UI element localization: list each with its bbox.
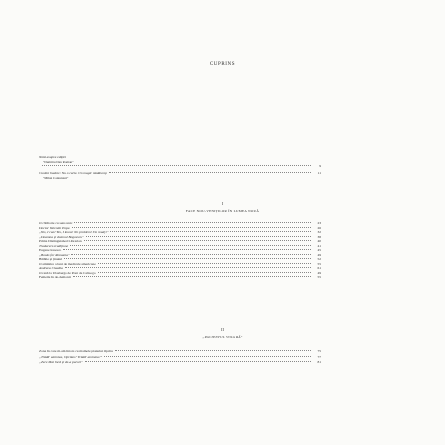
front-matter-block — [39, 156, 321, 180]
part-numeral: II — [221, 327, 224, 332]
toc-entry — [39, 263, 321, 267]
toc-entry-title: O amintire a luni de medicale americane — [39, 261, 96, 266]
toc-entry-title: Bătăile şi ţinutul — [39, 257, 63, 261]
toc-entry-page: 11 — [317, 171, 321, 176]
toc-entry-title: Traducere-tradiţiune — [39, 243, 69, 248]
toc-entry-title: Eugene Ionesco — [39, 248, 62, 252]
toc-entry-title: Notă asupra ediţiei — [39, 155, 67, 159]
part-heading: FACE NOU-VENIȚILOR ÎN LUMEA NOUĂ — [185, 209, 260, 213]
toc-entry-page: 49 — [317, 252, 321, 257]
toc-entry-page: 61 — [317, 266, 321, 270]
toc-entry-page: 55 — [317, 275, 321, 279]
toc-entry — [39, 361, 321, 365]
part-numeral: I — [221, 201, 224, 206]
toc-entry-page: 75 — [317, 349, 321, 353]
toc-entry — [39, 258, 321, 262]
toc-entry-page: 77 — [317, 354, 321, 359]
toc-entry-author: "Dumitru Dan Roman" — [43, 159, 74, 164]
toc-entry — [39, 272, 321, 276]
toc-entry-page: 55 — [317, 261, 321, 266]
page-title: CUPRINS — [209, 62, 236, 67]
toc-entry-page: 9 — [319, 163, 321, 168]
toc-entry-page: 32 — [317, 230, 321, 234]
toc-entry-page: 40 — [317, 239, 321, 243]
toc-entry — [39, 267, 321, 271]
toc-entry — [39, 165, 321, 169]
toc-entry-page: 49 — [317, 270, 321, 275]
toc-entry-title: „Yes, I can! Yes, I know! No problem! I'm ready!" — [39, 230, 109, 234]
part-heading: „PACIENTUL VOIA RĂ" — [202, 335, 243, 339]
toc-entry-title: „Books for Romania" — [39, 252, 70, 257]
toc-entry-page: 81 — [317, 360, 321, 364]
toc-entry-page: 26 — [317, 225, 321, 230]
toc-entry — [39, 276, 321, 280]
toc-entry-title: O rană la Ulasbergs de Pont de Calisogo — [39, 270, 96, 275]
toc-entry-title: „Doamna şi domnul Bogoescu" — [39, 234, 84, 239]
toc-entry-title: Zona în care m-am întors cu mamele pianului Opritu — [39, 349, 113, 353]
toc-entry — [39, 222, 321, 226]
toc-entry — [39, 172, 321, 176]
toc-entry — [39, 350, 321, 354]
toc-entry-title: Doctor Valentin Popa — [39, 225, 70, 230]
toc-entry — [39, 231, 321, 235]
toc-entry-title: „Trădă' amintea, Opritan? Trădă' amintea?" — [39, 354, 103, 359]
toc-entry-author: "Mihai Cantuniari" — [43, 175, 69, 180]
toc-entry-title: Femeile în de-demonii — [39, 275, 71, 279]
toc-entry — [39, 356, 321, 360]
part-one-entries — [39, 222, 321, 280]
toc-entry-title: Prima Distinguished Librarian — [39, 239, 82, 243]
toc-entry — [39, 249, 321, 253]
toc-entry-title: Cuvânt înainte: Nu o carte. Un magic mkdăscop — [39, 171, 107, 176]
toc-entry-title: Andreea Claudia — [39, 266, 63, 270]
toc-entry-page: 45 — [317, 248, 321, 252]
toc-entry-title: O călătorie cu sens unic — [39, 221, 73, 225]
toc-entry-page: 38 — [317, 234, 321, 239]
toc-entry-page: 52 — [317, 257, 321, 261]
toc-entry — [39, 245, 321, 249]
toc-entry-page: 23 — [317, 221, 321, 225]
toc-entry-title: „Zece Mai încă şi de-a paruri" — [39, 360, 83, 364]
part-two-entries — [39, 350, 321, 365]
toc-entry — [39, 240, 321, 244]
toc-entry — [39, 156, 321, 160]
toc-entry-page: 41 — [317, 243, 321, 248]
toc-entry — [39, 254, 321, 258]
